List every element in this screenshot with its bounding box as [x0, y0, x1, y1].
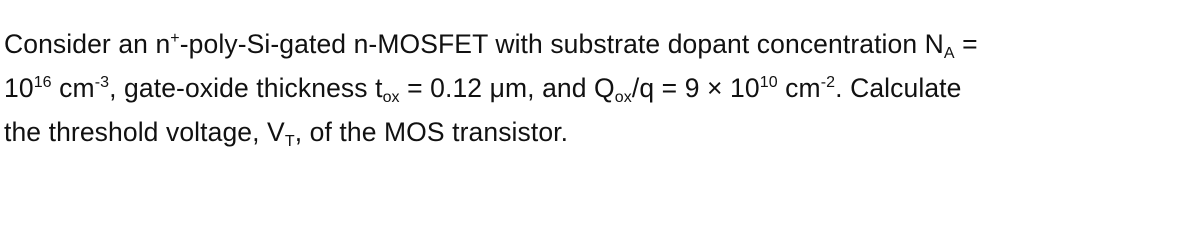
- text-run: , gate-oxide thickness t: [109, 73, 383, 103]
- text-run: Consider an n: [4, 29, 171, 59]
- text-run: , of the MOS transistor.: [294, 117, 569, 147]
- problem-statement: [4, 22, 1196, 154]
- problem-line-3: [4, 110, 1196, 154]
- text-run: the threshold voltage, V: [4, 117, 285, 147]
- superscript: +: [170, 30, 180, 47]
- text-run: -poly-Si-gated n-MOSFET with substrate dopant concentration N: [179, 29, 944, 59]
- subscript: T: [284, 133, 295, 150]
- superscript: 10: [759, 74, 778, 91]
- subscript: ox: [614, 89, 632, 106]
- problem-line-2: [4, 66, 1196, 110]
- text-run: =: [954, 29, 978, 59]
- text-run: = 0.12 μm, and Q: [399, 73, 615, 103]
- subscript: A: [943, 45, 955, 62]
- subscript: ox: [382, 89, 400, 106]
- superscript: -3: [94, 74, 110, 91]
- text-run: cm: [777, 73, 821, 103]
- superscript: 16: [33, 74, 52, 91]
- problem-line-1: [4, 22, 1196, 66]
- superscript: -2: [820, 74, 836, 91]
- text-run: . Calculate: [835, 73, 962, 103]
- text-run: 10: [4, 73, 34, 103]
- text-run: /q = 9 × 10: [631, 73, 760, 103]
- text-run: cm: [51, 73, 95, 103]
